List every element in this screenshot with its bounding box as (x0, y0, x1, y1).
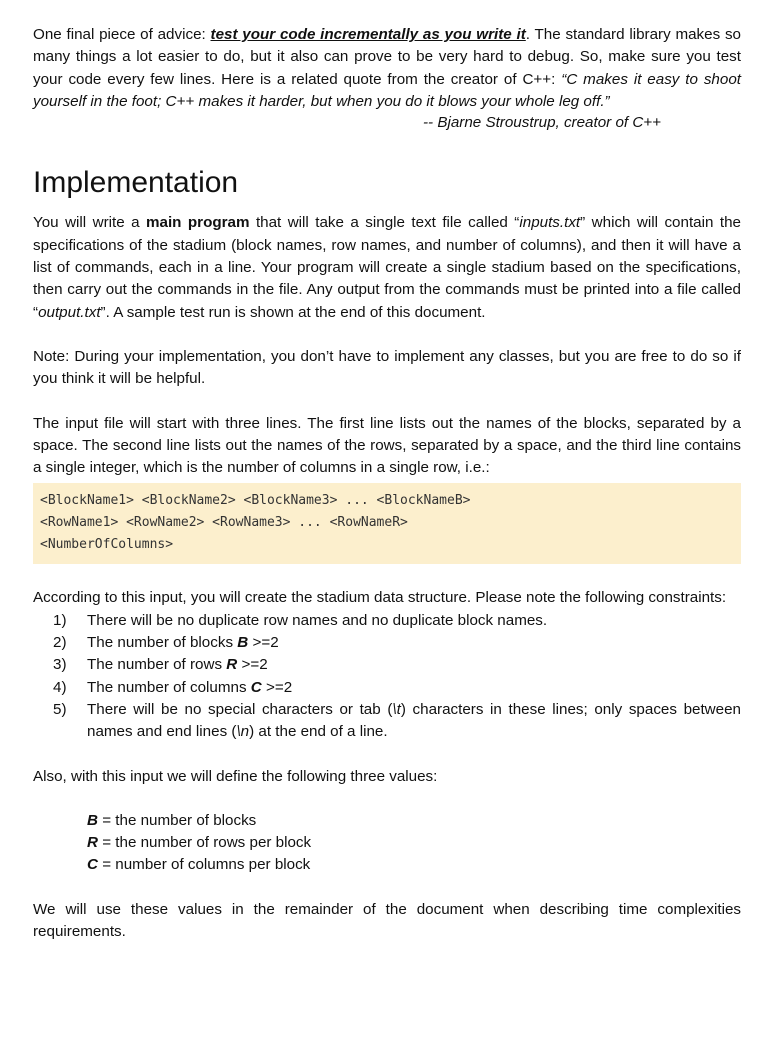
section-heading: Implementation (33, 166, 239, 200)
text: . The standard library makes so many things a lot easier to do, but it also can prove to be very hard to debug. So, make sure you test your code every few lines. Here is a related quote from the creator of C++: (33, 26, 741, 88)
text: = number of columns per block (97, 856, 311, 874)
code-line: <NumberOfColumns> (40, 537, 174, 553)
list-number: 3) (53, 656, 67, 674)
values-intro: Also, with this input we will define the following three values: (33, 767, 438, 785)
code-block (33, 483, 741, 564)
bold-text: main program (146, 214, 250, 232)
text: One final piece of advice: (33, 26, 211, 43)
text: There will be no duplicate row names and no duplicate block names. (87, 611, 548, 629)
text: = the number of rows per block (97, 834, 312, 852)
text: ” which will contain the specifications of the stadium (block names, row names, and number of columns), and then it will have a list of commands, each in a line. Your program will create a single stadium based on the specifications, then carry out the commands in the file. Any output from the commands must be printed into a file called “ (33, 214, 741, 321)
list-item (33, 654, 741, 676)
code-line: <RowName1> <RowName2> <RowName3> ... <RowNameR> (40, 515, 408, 531)
list-item (33, 677, 741, 699)
definitions-list (33, 810, 741, 877)
text: There will be no special characters or tab ( (87, 700, 393, 718)
note-paragraph: Note: During your implementation, you don’t have to implement any classes, but you are free to do so if you think it will be helpful. (33, 347, 741, 388)
variable: B (237, 634, 249, 652)
text: >=2 (237, 656, 268, 674)
definition (87, 854, 741, 876)
constraints-intro: According to this input, you will create the stadium data structure. Please note the following constraints: (33, 589, 727, 607)
advice-paragraph (33, 24, 741, 113)
variable: B (87, 811, 98, 829)
list-number: 4) (53, 678, 67, 696)
list-item (33, 610, 741, 632)
text: = the number of blocks (97, 811, 257, 829)
filename: inputs.txt (519, 214, 581, 232)
list-number: 1) (53, 611, 67, 629)
text: The number of columns (87, 678, 251, 696)
escape-char: \n (236, 723, 250, 741)
implementation-paragraph (33, 212, 741, 323)
text: >=2 (248, 634, 279, 652)
emphasis-text: test your code incrementally as you write it (210, 26, 526, 43)
text: You will write a (33, 214, 146, 232)
document-page (33, 24, 741, 943)
quote-attribution: -- Bjarne Stroustrup, creator of C++ (423, 114, 662, 132)
quote-text: “C makes it easy to shoot yourself in the foot; C++ makes it harder, but when you do it blows your whole leg off.” (33, 70, 741, 110)
code-line: <BlockName1> <BlockName2> <BlockName3> ... <BlockNameB> (40, 493, 471, 509)
list-item (33, 632, 741, 654)
closing-paragraph: We will use these values in the remainder of the document when describing time complexities requirements. (33, 900, 741, 941)
filename: output.txt (38, 303, 101, 321)
variable: R (87, 834, 98, 852)
constraints-list (33, 610, 741, 744)
input-description: The input file will start with three lines. The first line lists out the names of the blocks, separated by a space. The second line lists out the names of the rows, separated by a space, and the third line contains a single integer, which is the number of columns in a single row, i.e.: (33, 414, 741, 477)
variable: R (226, 656, 238, 674)
text: The number of blocks (87, 634, 238, 652)
variable: C (87, 856, 98, 874)
text: ) at the end of a line. (249, 723, 388, 741)
list-number: 2) (53, 634, 67, 652)
text: that will take a single text file called “ (249, 214, 520, 232)
definition (87, 832, 741, 854)
text: ) characters in these lines; only spaces between names and end lines ( (87, 700, 741, 741)
text: ”. A sample test run is shown at the end of this document. (100, 303, 486, 321)
list-item (33, 699, 741, 744)
definition (87, 810, 741, 832)
escape-char: \t (392, 700, 401, 718)
variable: C (250, 678, 262, 696)
text: The number of rows (87, 656, 227, 674)
text: >=2 (261, 678, 293, 696)
list-number: 5) (53, 700, 67, 718)
